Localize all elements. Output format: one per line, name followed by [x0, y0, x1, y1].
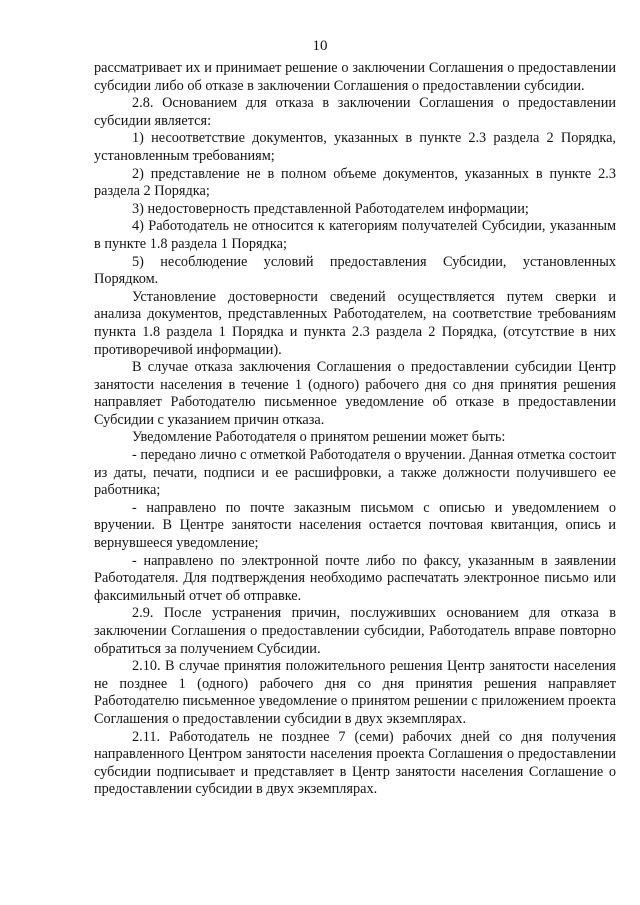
- list-item-2: 2) представление не в полном объеме документов, указанных в пункте 2.3 раздела 2 Порядка;: [94, 165, 616, 200]
- paragraph-2-11: 2.11. Работодатель не позднее 7 (семи) рабочих дней со дня получения направленного Центром занятости населения проекта Соглашения о предоставлении субсидии подписывает и представляет в Центр занятости населения Соглашение о предоставлении субсидии в двух экземплярах.: [94, 728, 616, 798]
- notification-option-mail: - направлено по почте заказным письмом с описью и уведомлением о вручении. В Центре занятости населения остается почтовая квитанция, опись и вернувшееся уведомление;: [94, 499, 616, 552]
- paragraph-notification: Уведомление Работодателя о принятом решении может быть:: [132, 429, 506, 446]
- paragraph-refusal: В случае отказа заключения Соглашения о предоставлении субсидии Центр занятости населения в течение 1 (одного) рабочего дня со дня принятия решения направляет Работодателю письменное уведомление об отказе в предоставлении Субсидии с указанием причин отказа.: [94, 359, 616, 428]
- list-item-5: 5) несоблюдение условий предоставления Субсидии, установленных Порядком.: [94, 253, 616, 288]
- paragraph-2-8: 2.8. Основанием для отказа в заключении Соглашения о предоставлении субсидии является:: [94, 95, 616, 129]
- list-item-4: 4) Работодатель не относится к категориям получателей Субсидии, указанным в пункте 1.8 раздела 1 Порядка;: [94, 218, 616, 252]
- notification-option-personal: - передано лично с отметкой Работодателя о вручении. Данная отметка состоит из даты, печати, подписи и ее расшифровки, а также должности получившего ее работника;: [94, 447, 616, 499]
- document-body: [94, 60, 616, 799]
- paragraph-2-9: 2.9. После устранения причин, послуживших основанием для отказа в заключении Соглашения о предоставлении субсидии, Работодатель вправе повторно обратиться за получением Субсидии.: [94, 605, 616, 657]
- notification-option-email: - направлено по электронной почте либо по факсу, указанным в заявлении Работодателя. Для подтверждения необходимо распечатать электронное письмо или факсимильный отчет об отправке.: [94, 552, 616, 604]
- paragraph-continuation: рассматривает их и принимает решение о заключении Соглашения о предоставлении субсидии либо об отказе в заключении Соглашения о предоставлении субсидии.: [94, 60, 616, 94]
- list-item-1: 1) несоответствие документов, указанных в пункте 2.3 раздела 2 Порядка, установленным требованиям;: [94, 130, 616, 164]
- list-item-3: 3) недостоверность представленной Работодателем информации;: [132, 200, 529, 217]
- paragraph-verification: Установление достоверности сведений осуществляется путем сверки и анализа документов, представленных Работодателем, на соответствие требованиям пункта 1.8 раздела 1 Порядка и пункта 2.3 раздела 2 Порядка, (отсутствие в них противоречивой информации).: [94, 288, 616, 358]
- page-number: 10: [312, 38, 328, 54]
- paragraph-2-10: 2.10. В случае принятия положительного решения Центр занятости населения не позднее 1 (одного) рабочего дня со дня принятия решения направляет Работодателю письменное уведомление о принятом решении с приложением проекта Соглашения о предоставлении субсидии в двух экземплярах.: [94, 658, 616, 727]
